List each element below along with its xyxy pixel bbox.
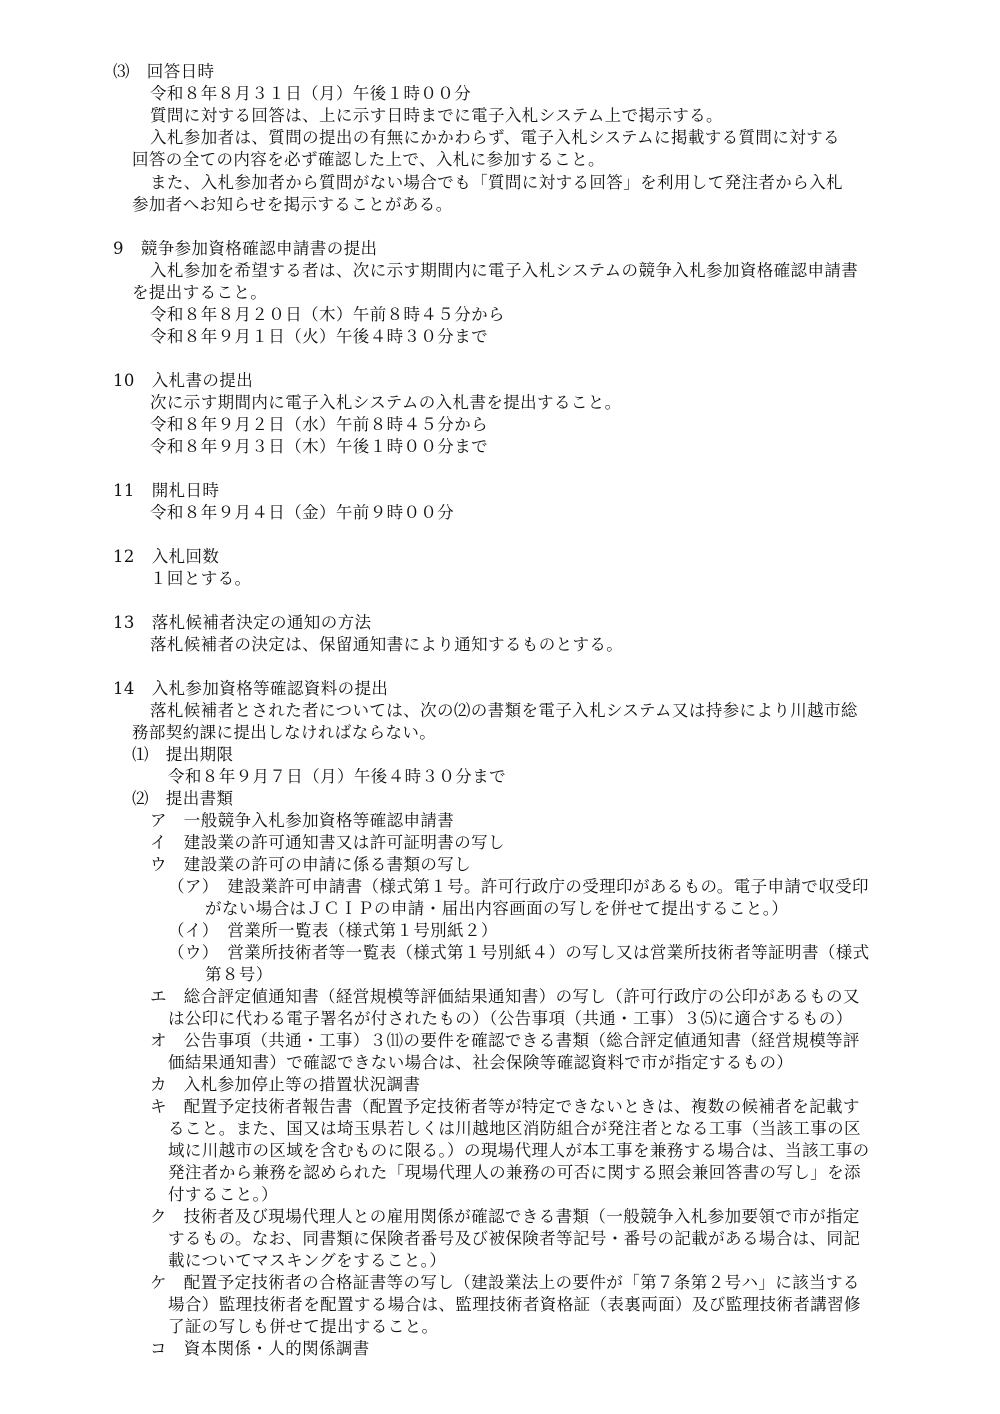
- text-line: 回答の全ての内容を必ず確認した上で、入札に参加すること。: [132, 150, 605, 169]
- text-line: コ 資本関係・人的関係調書: [150, 1339, 370, 1358]
- text-line: 入札参加者は、質問の提出の有無にかかわらず、電子入札システムに掲載する質問に対する: [150, 128, 840, 147]
- text-line: 入札参加を希望する者は、次に示す期間内に電子入札システムの競争入札参加資格確認申請書: [150, 261, 859, 280]
- text-line: （イ） 営業所一覧表（様式第１号別紙２）: [168, 921, 498, 940]
- text-line: 価結果通知書）で確認できない場合は、社会保険等確認資料で市が指定するもの）: [168, 1053, 794, 1072]
- text-line: 付すること。）: [168, 1185, 279, 1204]
- text-line: 載についてマスキングをすること。）: [168, 1251, 447, 1270]
- text-line: を提出すること。: [132, 283, 268, 302]
- text-line: 令和８年９月２日（水）午前８時４５分から: [150, 415, 488, 434]
- text-line: 次に示す期間内に電子入札システムの入札書を提出すること。: [150, 393, 622, 412]
- text-line: 落札候補者の決定は、保留通知書により通知するものとする。: [150, 635, 624, 654]
- text-line: するもの。なお、同書類に保険者番号及び被保険者等記号・番号の記載がある場合は、同記: [168, 1229, 861, 1248]
- text-line: は公印に代わる電子署名が付されたもの）（公告事項（共通・工事）３⑸に適合するもの）: [168, 1009, 853, 1028]
- text-line: ⑶ 回答日時: [113, 62, 215, 81]
- text-line: （ア） 建設業許可申請書（様式第１号。許可行政庁の受理印があるもの。電子申請で収受印: [168, 877, 869, 896]
- text-line: 11 開札日時: [113, 481, 220, 500]
- text-line: 発注者から兼務を認められた「現場代理人の兼務の可否に関する照会兼回答書の写し」を添: [168, 1163, 861, 1182]
- text-line: ク 技術者及び現場代理人との雇用関係が確認できる書類（一般競争入札参加要領で市が指定: [150, 1207, 860, 1226]
- text-line: 務部契約課に提出しなければならない。: [132, 723, 437, 742]
- text-line: 質問に対する回答は、上に示す日時までに電子入札システム上で掲示する。: [150, 106, 723, 125]
- text-line: 12 入札回数: [113, 547, 220, 566]
- text-line: （ウ） 営業所技術者等一覧表（様式第１号別紙４）の写し又は営業所技術者等証明書（様式: [168, 943, 870, 962]
- text-line: 域に川越市の区域を含むものに限る。）の現場代理人が本工事を兼務する場合は、当該工事の: [168, 1141, 870, 1160]
- text-line: 14 入札参加資格等確認資料の提出: [113, 679, 389, 698]
- text-line: エ 総合評定値通知書（経営規模等評価結果通知書）の写し（許可行政庁の公印があるもの又: [150, 987, 860, 1006]
- text-line: ア 一般競争入札参加資格等確認申請書: [150, 811, 455, 830]
- text-line: また、入札参加者から質問がない場合でも「質問に対する回答」を利用して発注者から入札: [150, 173, 843, 192]
- text-line: 了証の写しも併せて提出すること。: [168, 1317, 439, 1336]
- text-line: ること。また、国又は埼玉県若しくは川越地区消防組合が発注者となる工事（当該工事の区: [168, 1119, 861, 1138]
- text-line: １回とする。: [150, 569, 252, 588]
- text-line: ⑴ 提出期限: [132, 745, 234, 764]
- text-line: ⑵ 提出書類: [132, 789, 234, 808]
- text-line: 令和８年９月７日（月）午後４時３０分まで: [168, 767, 506, 786]
- text-line: キ 配置予定技術者報告書（配置予定技術者等が特定できないときは、複数の候補者を記載す: [150, 1097, 860, 1116]
- text-line: 参加者へお知らせを掲示することがある。: [132, 195, 453, 214]
- text-line: 13 落札候補者決定の通知の方法: [113, 613, 372, 632]
- text-line: 第８号）: [205, 965, 273, 984]
- text-line: イ 建設業の許可通知書又は許可証明書の写し: [150, 833, 505, 852]
- text-line: 10 入札書の提出: [113, 371, 254, 390]
- text-line: 9 競争参加資格確認申請書の提出: [113, 239, 378, 258]
- text-line: カ 入札参加停止等の措置状況調書: [150, 1075, 421, 1094]
- text-line: 令和８年９月３日（木）午後１時００分まで: [150, 437, 488, 456]
- text-line: がない場合はＪＣＩＰの申請・届出内容画面の写しを併せて提出すること。）: [205, 899, 789, 918]
- text-line: 令和８年８月２０日（木）午前８時４５分から: [150, 305, 505, 324]
- text-line: ウ 建設業の許可の申請に係る書類の写し: [150, 855, 472, 874]
- text-line: 落札候補者とされた者については、次の⑵の書類を電子入札システム又は持参により川越市総: [150, 701, 858, 720]
- text-line: 令和８年９月１日（火）午後４時３０分まで: [150, 327, 488, 346]
- text-line: 令和８年８月３１日（月）午後１時００分: [150, 84, 472, 103]
- text-line: ケ 配置予定技術者の合格証書等の写し（建設業法上の要件が「第７条第２号ハ」に該当する: [150, 1273, 860, 1292]
- text-line: 令和８年９月４日（金）午前９時００分: [150, 503, 455, 522]
- text-line: 場合）監理技術者を配置する場合は、監理技術者資格証（表裏両面）及び監理技術者講習修: [168, 1295, 861, 1314]
- text-line: オ 公告事項（共通・工事）３⑾の要件を確認できる書類（総合評定値通知書（経営規模等評: [150, 1031, 860, 1050]
